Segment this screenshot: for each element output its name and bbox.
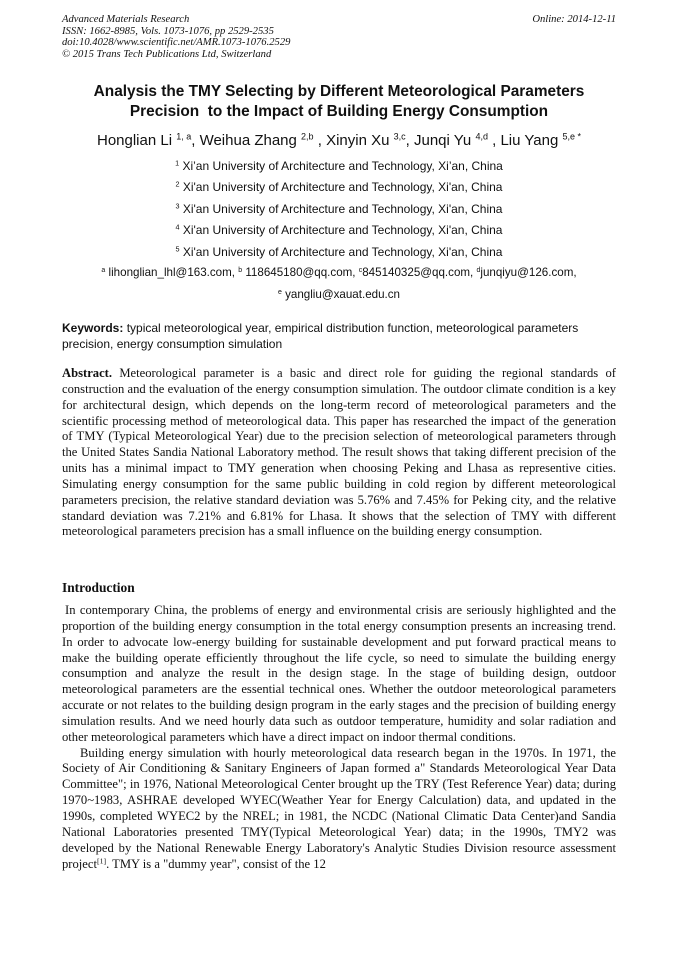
- abstract: [62, 366, 616, 540]
- issn-line: ISSN: 1662-8985, Vols. 1073-1076, pp 2529-2535: [62, 25, 274, 37]
- author-emails: [30, 262, 648, 306]
- email-sup: a: [101, 266, 106, 274]
- affiliation-line: [40, 156, 638, 177]
- author-sup: 5,e *: [562, 131, 581, 142]
- email-c: 845140325@qq.com,: [362, 266, 477, 279]
- affiliation-sup: 1: [175, 158, 180, 168]
- author-sup: 3,c: [393, 131, 406, 142]
- affiliation-list: [40, 156, 638, 263]
- email-e: yangliu@xauat.edu.cn: [281, 288, 400, 301]
- introduction-paragraph-2: [62, 746, 616, 873]
- journal-name: Advanced Materials Research: [62, 14, 190, 25]
- author-sup: 4,d: [475, 131, 488, 142]
- email-line-2: [30, 284, 648, 306]
- author-sep: ,: [313, 132, 327, 149]
- introduction-paragraph-1: In contemporary China, the problems of energy and environmental crisis are seriously highlighted and the proportion of the building energy consumption in the total energy consumption presents an increasing trend. In order to advocate low-energy building for sustainable development and put forward practical means to make the building operate efficiently throughout the life cycle, so need to simulate the building energy consumption and analyze the result in the design stage. In the stage of building design, outdoor meteorological parameters are the essential technical ones. Whether the outdoor meteorological parameters accurate or not relates to the building design program in the early stages and the precision of building energy simulation results. And we need hourly data such as outdoor temperature, humidity and solar radiation and other meteorological parameters which have a direct impact on indoor thermal conditions.: [62, 603, 616, 744]
- author-name: Weihua Zhang: [199, 132, 297, 149]
- affiliation-sup: 4: [175, 222, 180, 232]
- author-name: Xinyin Xu: [326, 132, 390, 149]
- journal-header: [62, 14, 616, 60]
- author-name: Junqi Yu: [413, 132, 472, 149]
- affiliation-text: Xi’an University of Architecture and Technology, Xi’an, China: [179, 159, 503, 173]
- email-sup: b: [238, 266, 243, 274]
- affiliation-sup: 5: [175, 244, 180, 254]
- email-sup: e: [278, 288, 282, 296]
- affiliation-sup: 3: [175, 201, 180, 211]
- author-list: [30, 131, 648, 151]
- abstract-paragraph: [62, 366, 616, 540]
- introduction-body: [62, 603, 616, 872]
- author-name: Honglian Li: [96, 132, 173, 149]
- title-line-2: Precision to the Impact of Building Energy Consumption: [129, 103, 549, 120]
- author-sep: ,: [487, 132, 501, 149]
- keywords-label: Keywords:: [62, 321, 124, 335]
- introduction-heading: Introduction: [62, 580, 135, 595]
- affiliation-line: [40, 242, 638, 263]
- email-b: 118645180@qq.com,: [242, 266, 359, 279]
- copyright-line: © 2015 Trans Tech Publications Ltd, Switzerland: [62, 48, 272, 60]
- affiliation-text: Xi'an University of Architecture and Technology, Xi'an, China: [179, 201, 503, 216]
- email-a: lihonglian_lhl@163.com,: [105, 266, 239, 279]
- author-sep: ,: [191, 132, 200, 149]
- author-sup: 2,b: [301, 131, 314, 142]
- citation-ref[interactable]: [1]: [96, 856, 107, 866]
- online-date: Online: 2014-12-11: [532, 14, 616, 25]
- affiliation-text: Xi'an University of Architecture and Technology, Xi'an, China: [179, 244, 503, 259]
- affiliation-sup: 2: [175, 180, 180, 190]
- email-d: junqiyu@126.com,: [480, 266, 577, 279]
- affiliation-text: Xi'an University of Architecture and Technology, Xi'an, China: [179, 223, 503, 238]
- keywords: [62, 320, 616, 352]
- paragraph-text: . TMY is a "dummy year", consist of the 12: [106, 856, 326, 871]
- affiliation-line: [40, 199, 638, 220]
- paper-title: [40, 82, 638, 122]
- author-name: Liu Yang: [500, 132, 559, 149]
- keywords-text: typical meteorological year, empirical distribution function, meteorological parameters precision, energy consumption simulation: [62, 321, 579, 351]
- title-line-1: Analysis the TMY Selecting by Different Meteorological Parameters: [93, 83, 585, 100]
- abstract-text: Meteorological parameter is a basic and direct role for guiding the regional standards of construction and the evaluation of the energy consumption simulation. The outdoor climate condition is a key for architectural design, which depends on the long-term record of meteorological parameters and the scientific processing method of meteorological data. This paper has researched the impact of the generation of TMY (Typical Meteorological Year) due to the precision selection of meteorological parameters through the United States Sandia National Laboratory method. The result shows that taking different precision of the units has a minimal impact to TMY generation when choosing Peking and Lhasa as representive cities. Simulating energy consumption for the same public building in cold region by different meteorological parameters precision, the relative standard deviation was 5.76% and 7.45% for Peking city, and the relative standard deviation was 7.21% and 6.81% for Lhasa. It shows that the selection of TMY with different meteorological parameters precision has a small influence on the building energy consumption.: [62, 366, 616, 539]
- author-sep: ,: [405, 132, 414, 149]
- doi-line: doi:10.4028/www.scientific.net/AMR.1073-1076.2529: [62, 37, 291, 49]
- abstract-label: Abstract.: [62, 366, 113, 380]
- affiliation-line: [40, 177, 638, 198]
- email-sup: c: [358, 266, 363, 274]
- email-line-1: [30, 262, 648, 284]
- author-sup: 1, a: [176, 131, 192, 142]
- affiliation-text: Xi'an University of Architecture and Technology, Xi'an, China: [179, 180, 503, 195]
- email-sup: d: [476, 266, 481, 274]
- affiliation-line: [40, 220, 638, 241]
- paragraph-text: Building energy simulation with hourly meteorological data research began in the 1970s. In 1971, the Society of Air Conditioning & Sanitary Engineers of Japan formed a" Standards Meteorological Year Data Committee"; in 1976, National Meteorological Center brought up the TRY (Test Reference Year) data; during 1970~1983, ASHRAE developed WYEC(Weather Year for Energy Calculation) data, and updated in the 1990s, completed WYEC2 by the NREL; in 1981, the NCDC (National Climatic Data Center)and Sandia National Laboratories presented TMY(Typical Meteorological Year) data; in the 1990s, TMY2 was developed by the National Renewable Energy Laboratory's Analytic Studies Division resource assessment project: [62, 745, 616, 871]
